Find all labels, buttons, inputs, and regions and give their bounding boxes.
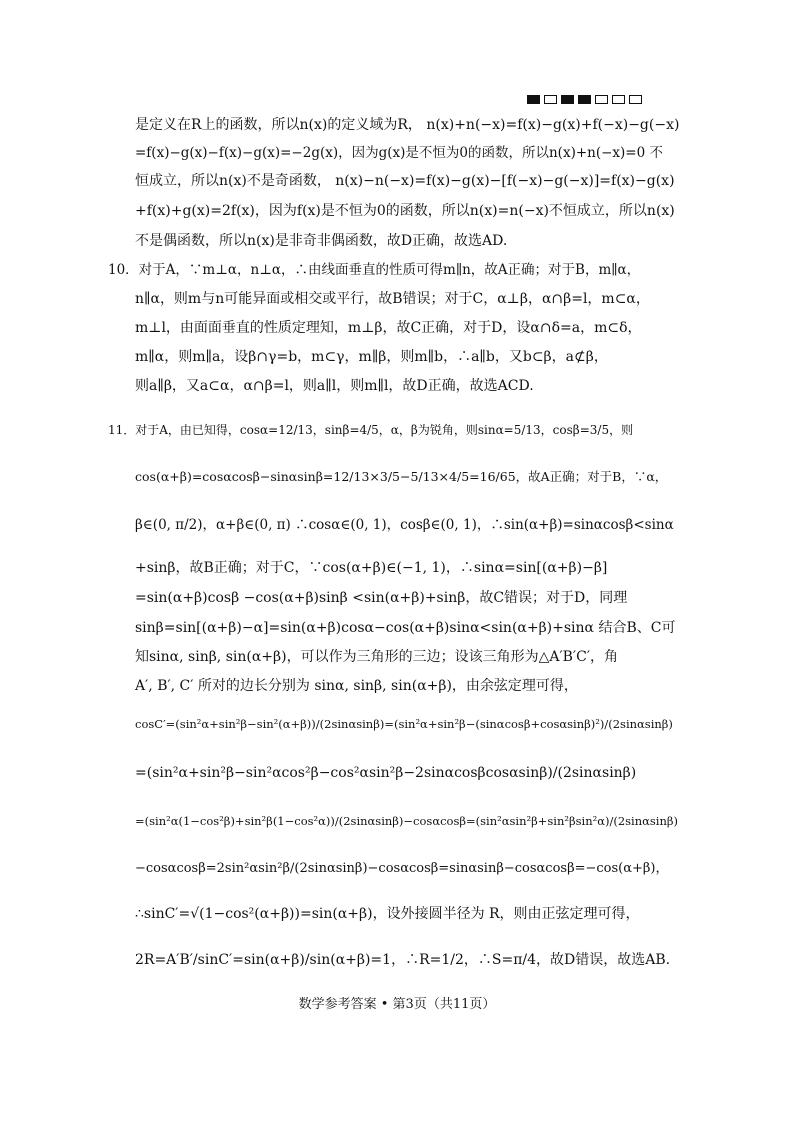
body-line: m⊥l，由面面垂直的性质定理知，m⊥β，故C正确，对于D，设α∩δ=a，m⊂δ， (135, 320, 642, 336)
body-line: sinβ=sin[(α+β)−α]=sin(α+β)cosα−cos(α+β)sinα<sin(α+β)+sinα 结合B、C可 (135, 620, 676, 636)
body-line: β∈(0, π/2)，α+β∈(0, π) ∴cosα∈(0, 1)，cosβ∈(0, 1)，∴sin(α+β)=sinαcosβ<sinα (135, 517, 674, 533)
header-mark (561, 95, 574, 104)
formula-line: =(sin²α+sin²β−sin²αcos²β−cos²αsin²β−2sinαcosβcosαsinβ)/(2sinαsinβ) (135, 765, 637, 781)
body-line: 知sinα, sinβ, sin(α+β)，可以作为三角形的三边；设该三角形为△A′B′C′，角 (135, 649, 618, 665)
body-line: cos(α+β)=cosαcosβ−sinαsinβ=12/13×3/5−5/13×4/5=16/65，故A正确；对于B，∵α， (135, 469, 668, 484)
body-line: +f(x)+g(x)=2f(x)，因为f(x)是不恒为0的函数，所以n(x)=n(−x)不恒成立，所以n(x) (135, 203, 675, 219)
body-line: 恒成立，所以n(x)不是奇函数， n(x)−n(−x)=f(x)−g(x)−[f(−x)−g(−x)]=f(x)−g(x) (135, 173, 675, 189)
formula-line: −cosαcosβ=2sin²αsin²β/(2sinαsinβ)−cosαcosβ=sinαsinβ−cosαcosβ=−cos(α+β)， (135, 861, 669, 876)
body-line: m∥α，则m∥a，设β∩γ=b，m⊂γ，m∥β，则m∥b，∴a∥b，又b⊂β，a⊄β， (135, 349, 608, 365)
header-marks (527, 95, 642, 104)
question-11-line: 11．对于A，由已知得，cosα=12/13，sinβ=4/5，α，β为锐角，则sinα=5/13，cosβ=3/5，则 (108, 423, 634, 437)
body-line: =sin(α+β)cosβ −cos(α+β)sinβ <sin(α+β)+sinβ，故C错误；对于D，同理 (135, 590, 628, 606)
body-line: =f(x)−g(x)−f(x)−g(x)=−2g(x)，因为g(x)是不恒为0的函数，所以n(x)+n(−x)=0 不 (135, 145, 663, 161)
page-footer: 数学参考答案 • 第3页（共11页） (298, 997, 496, 1012)
header-mark (595, 95, 608, 104)
body-line: +sinβ，故B正确；对于C，∵cos(α+β)∈(−1, 1)，∴sinα=sin[(α+β)−β] (135, 560, 608, 576)
header-mark (544, 95, 557, 104)
body-line: 是定义在R上的函数，所以n(x)的定义域为R， n(x)+n(−x)=f(x)−g(x)+f(−x)−g(−x) (135, 117, 680, 133)
body-line: 则a∥β，又a⊂α，α∩β=l，则a∥l，则m∥l，故D正确，故选ACD. (135, 378, 534, 394)
formula-line: ∴sinC′=√(1−cos²(α+β))=sin(α+β)，设外接圆半径为 R，则由正弦定理可得， (135, 906, 640, 922)
body-line: n∥α，则m与n可能异面或相交或平行，故B错误；对于C，α⊥β，α∩β=l，m⊂α， (135, 291, 650, 307)
body-line: 不是偶函数，所以n(x)是非奇非偶函数，故D正确，故选AD. (135, 233, 508, 249)
header-mark (629, 95, 642, 104)
formula-line: 2R=A′B′/sinC′=sin(α+β)/sin(α+β)=1，∴R=1/2，∴S=π/4，故D错误，故选AB. (135, 952, 671, 968)
formula-line: =(sin²α(1−cos²β)+sin²β(1−cos²α))/(2sinαsinβ)−cosαcosβ=(sin²αsin²β+sin²βsin²α)/(2sinαsinβ) (135, 814, 679, 828)
formula-line: cosC′=(sin²α+sin²β−sin²(α+β))/(2sinαsinβ)=(sin²α+sin²β−(sinαcosβ+cosαsinβ)²)/(2sinαsinβ) (135, 717, 673, 731)
header-mark (578, 95, 591, 104)
header-mark (527, 95, 540, 104)
question-10-line: 10．对于A，∵m⊥α，n⊥α，∴由线面垂直的性质可得m∥n，故A正确；对于B，m∥α， (108, 262, 641, 278)
header-mark (612, 95, 625, 104)
body-line: A′, B′, C′ 所对的边长分别为 sinα, sinβ, sin(α+β)，由余弦定理可得， (135, 678, 578, 694)
